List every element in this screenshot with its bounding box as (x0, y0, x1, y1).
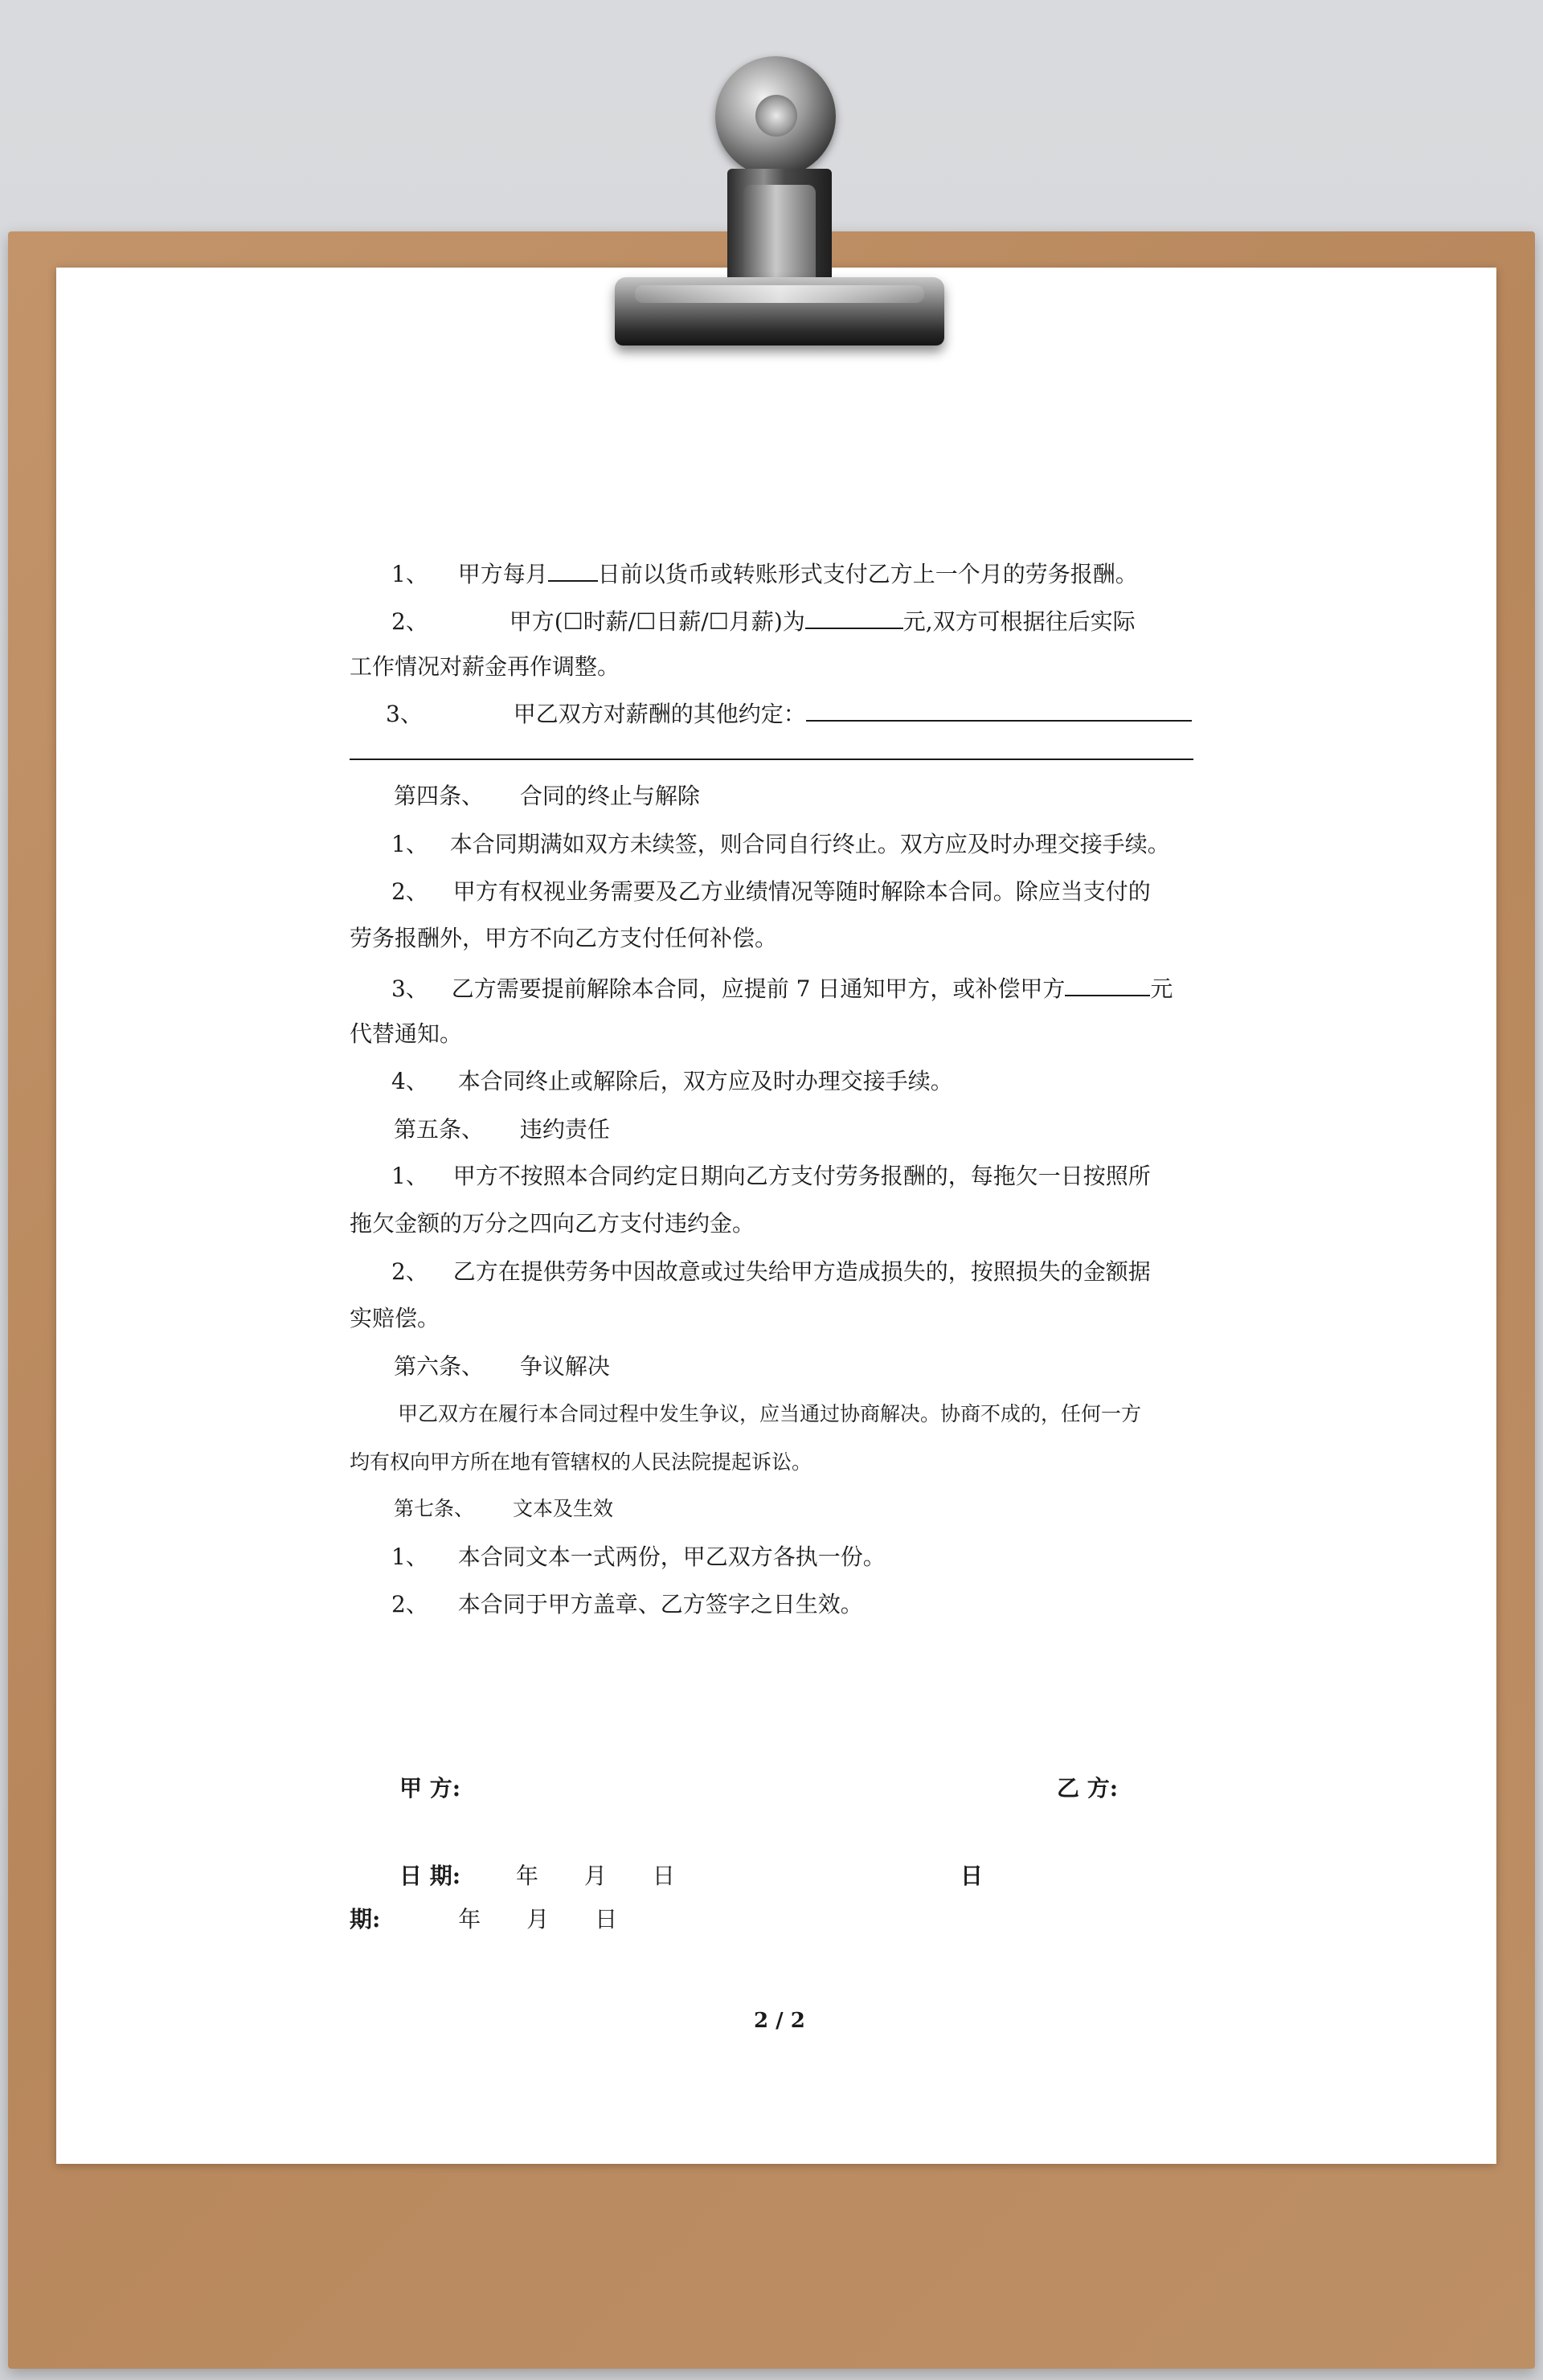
article-5-item-2-cont: 实赔偿。 (350, 1305, 440, 1331)
article-title: 争议解决 (519, 1353, 610, 1380)
item-text: 本合同期满如双方未续签，则合同自行终止。双方应及时办理交接手续。 (449, 831, 1170, 857)
item-number: 2、 (391, 1591, 428, 1617)
article-7-heading (394, 1493, 613, 1525)
date-label: 期: (350, 1906, 381, 1932)
date-month: 月 (583, 1863, 607, 1889)
item-text: 本合同文本一式两份，甲乙双方各执一份。 (457, 1544, 886, 1570)
item-text: 本合同终止或解除后，双方应及时办理交接手续。 (457, 1068, 953, 1094)
blank-compensation-field[interactable] (1065, 971, 1150, 996)
article-6-heading (394, 1351, 610, 1383)
article-4-item-1 (391, 828, 1170, 861)
payment-item-2 (391, 603, 1136, 638)
party-b-date-row (350, 1904, 617, 1936)
article-4-item-2-cont: 劳务报酬外，甲方不向乙方支付任何补偿。 (350, 925, 778, 951)
item-number: 2、 (391, 1258, 428, 1285)
blank-salary-field[interactable] (805, 603, 903, 629)
item-text: 乙方需要提前解除本合同，应提前 7 日通知甲方，或补偿甲方 (451, 975, 1066, 1002)
article-title: 文本及生效 (512, 1497, 613, 1520)
article-number: 第四条、 (394, 783, 485, 809)
item-text: 日前以货币或转账形式支付乙方上一个月的劳务报酬。 (597, 561, 1138, 587)
item-number: 4、 (391, 1068, 428, 1094)
article-6-text: 甲乙双方在履行本合同过程中发生争议，应当通过协商解决。协商不成的，任何一方 (398, 1402, 1142, 1425)
date-day: 日 (595, 1906, 618, 1932)
party-a-date-row (399, 1860, 675, 1892)
date-day: 日 (652, 1863, 675, 1889)
item-number: 2、 (391, 608, 428, 635)
article-7-item-1 (391, 1541, 886, 1573)
item-text: 甲方不按照本合同约定日期向乙方支付劳务报酬的，每拖欠一日按照所 (452, 1163, 1151, 1189)
article-4-item-4 (391, 1065, 953, 1098)
party-b-date-label-first: 日 (960, 1863, 984, 1889)
article-6-text-cont: 均有权向甲方所在地有管辖权的人民法院提起诉讼。 (350, 1450, 812, 1474)
article-5-item-2 (391, 1256, 1151, 1288)
item-number: 3、 (391, 975, 428, 1002)
clip-ring-hole (755, 95, 797, 137)
payment-item-3 (386, 696, 1192, 730)
article-title: 合同的终止与解除 (519, 783, 700, 809)
article-7-item-2 (391, 1589, 863, 1621)
article-4-item-3-cont: 代替通知。 (350, 1020, 463, 1047)
document-paper (56, 268, 1496, 2164)
article-number: 第六条、 (394, 1353, 485, 1380)
blank-other-agreement-line[interactable] (350, 759, 1193, 760)
item-text: 乙方在提供劳务中因故意或过失给甲方造成损失的，按照损失的金额据 (452, 1258, 1151, 1285)
blank-day-field[interactable] (548, 556, 598, 582)
item-number: 1、 (391, 561, 428, 587)
article-4-item-2 (391, 876, 1151, 908)
article-5-heading (394, 1114, 610, 1146)
item-number: 1、 (391, 1163, 428, 1189)
item-text: 元 (1150, 975, 1173, 1002)
item-number: 1、 (391, 831, 428, 857)
item-text: 元,双方可根据往后实际 (902, 608, 1136, 635)
article-4-heading (394, 780, 700, 812)
date-label: 日 期: (399, 1863, 461, 1889)
payment-item-1 (391, 556, 1138, 591)
item-number: 1、 (391, 1544, 428, 1570)
party-b-signature-label: 乙 方: (1057, 1775, 1119, 1801)
page-number: 2 / 2 (754, 2009, 805, 2033)
binder-clip (579, 48, 948, 354)
date-year: 年 (516, 1863, 539, 1889)
article-number: 第五条、 (394, 1116, 485, 1143)
date-year: 年 (458, 1906, 481, 1932)
article-4-item-3 (391, 971, 1173, 1005)
item-text: 本合同于甲方盖章、乙方签字之日生效。 (457, 1591, 863, 1617)
date-month: 月 (526, 1906, 550, 1932)
article-5-item-1-cont: 拖欠金额的万分之四向乙方支付违约金。 (350, 1210, 755, 1237)
blank-other-agreement-field[interactable] (806, 696, 1192, 722)
payment-item-2-cont: 工作情况对薪金再作调整。 (350, 653, 620, 680)
item-text: 甲方有权视业务需要及乙方业绩情况等随时解除本合同。除应当支付的 (452, 878, 1151, 905)
article-number: 第七条、 (394, 1497, 475, 1520)
item-number: 2、 (391, 878, 428, 905)
article-5-item-1 (391, 1160, 1151, 1192)
item-text: 甲乙双方对薪酬的其他约定： (513, 701, 806, 727)
clip-base-shine (635, 285, 924, 303)
item-number: 3、 (386, 701, 423, 727)
item-text: 甲方每月 (457, 561, 548, 587)
party-a-signature-label: 甲 方: (399, 1775, 461, 1801)
article-title: 违约责任 (519, 1116, 610, 1143)
item-text: 甲方(☐时薪/☐日薪/☐月薪)为 (509, 608, 805, 635)
